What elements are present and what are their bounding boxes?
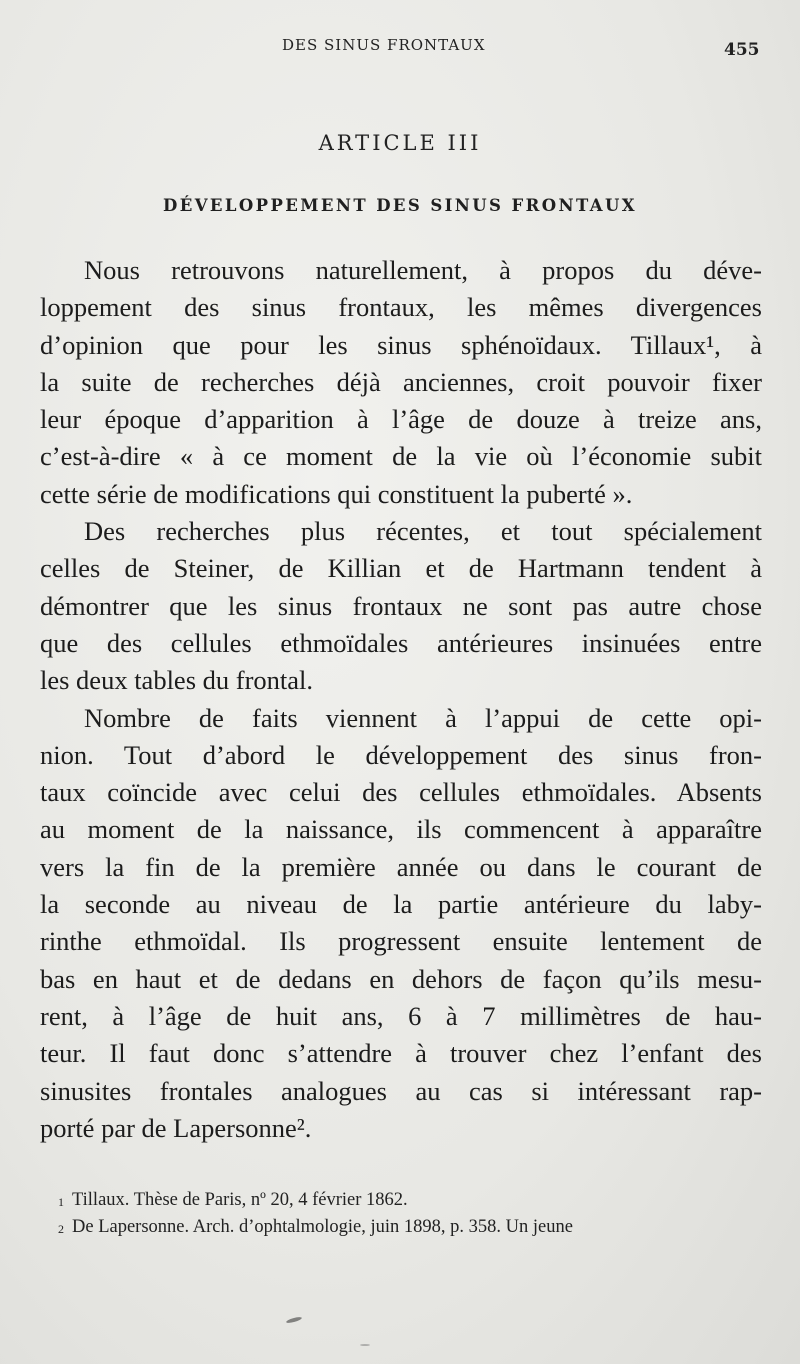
text-line: cette série de modifications qui constituent la puberté ». bbox=[40, 478, 633, 509]
text-line: teur. Il faut donc s’attendre à trouver chez l’enfant des bbox=[40, 1038, 762, 1069]
body-text bbox=[40, 252, 762, 1147]
footnote-text: Tillaux. Thèse de Paris, nº 20, 4 février 1862. bbox=[72, 1190, 408, 1210]
text-line: taux coïncide avec celui des cellules ethmoïdales. Absents bbox=[40, 777, 762, 808]
text-line: la seconde au niveau de la partie antérieure du laby- bbox=[40, 889, 762, 920]
text-line: loppement des sinus frontaux, les mêmes divergences bbox=[40, 292, 762, 323]
text-line: nion. Tout d’abord le développement des sinus fron- bbox=[40, 739, 762, 770]
ink-smudge bbox=[286, 1316, 302, 1324]
footnote-2 bbox=[58, 1214, 762, 1241]
footnote-mark: 1 bbox=[58, 1195, 64, 1209]
footnote-mark: 2 bbox=[58, 1222, 64, 1236]
text-line: la suite de recherches déjà anciennes, croit pouvoir fixer bbox=[40, 366, 762, 397]
text-line: bas en haut et de dedans en dehors de façon qu’ils mesu- bbox=[40, 963, 762, 994]
text-line: au moment de la naissance, ils commencent à apparaître bbox=[40, 814, 762, 845]
text-line: Nous retrouvons naturellement, à propos du déve- bbox=[84, 255, 762, 285]
text-line: d’opinion que pour les sinus sphénoïdaux. Tillaux¹, à bbox=[40, 329, 762, 360]
text-line: rent, à l’âge de huit ans, 6 à 7 millimètres de hau- bbox=[40, 1000, 762, 1031]
paragraph-1 bbox=[40, 252, 762, 513]
text-line: Des recherches plus récentes, et tout spécialement bbox=[84, 516, 762, 547]
text-line: sinusites frontales analogues au cas si intéressant rap- bbox=[40, 1075, 762, 1106]
footnote-1 bbox=[58, 1187, 762, 1214]
footnotes bbox=[58, 1187, 762, 1241]
running-title: DES SINUS FRONTAUX bbox=[282, 36, 486, 54]
text-line: démontrer que les sinus frontaux ne sont pas autre chose bbox=[40, 590, 762, 621]
footnote-text: De Lapersonne. Arch. d’ophtalmologie, juin 1898, p. 358. Un jeune bbox=[72, 1217, 573, 1237]
text-line: celles de Steiner, de Killian et de Hartmann tendent à bbox=[40, 553, 762, 584]
text-line: vers la fin de la première année ou dans le courant de bbox=[40, 851, 762, 882]
section-title: DÉVELOPPEMENT DES SINUS FRONTAUX bbox=[163, 196, 637, 215]
text-line: Nombre de faits viennent à l’appui de cette opi- bbox=[84, 702, 762, 733]
text-line: que des cellules ethmoïdales antérieures insinuées entre bbox=[40, 627, 762, 658]
ink-smudge bbox=[360, 1344, 370, 1346]
paragraph-2 bbox=[40, 513, 762, 699]
text-line: c’est-à-dire « à ce moment de la vie où l’économie subit bbox=[40, 441, 762, 472]
running-head bbox=[0, 36, 800, 60]
article-label: ARTICLE III bbox=[318, 131, 482, 155]
text-line: rinthe ethmoïdal. Ils progressent ensuite lentement de bbox=[40, 926, 762, 957]
text-line: les deux tables du frontal. bbox=[40, 665, 314, 696]
text-line: porté par de Lapersonne². bbox=[40, 1112, 312, 1143]
paragraph-3 bbox=[40, 700, 762, 1148]
text-line: leur époque d’apparition à l’âge de douze à treize ans, bbox=[40, 404, 762, 435]
page-number: 455 bbox=[724, 40, 760, 60]
